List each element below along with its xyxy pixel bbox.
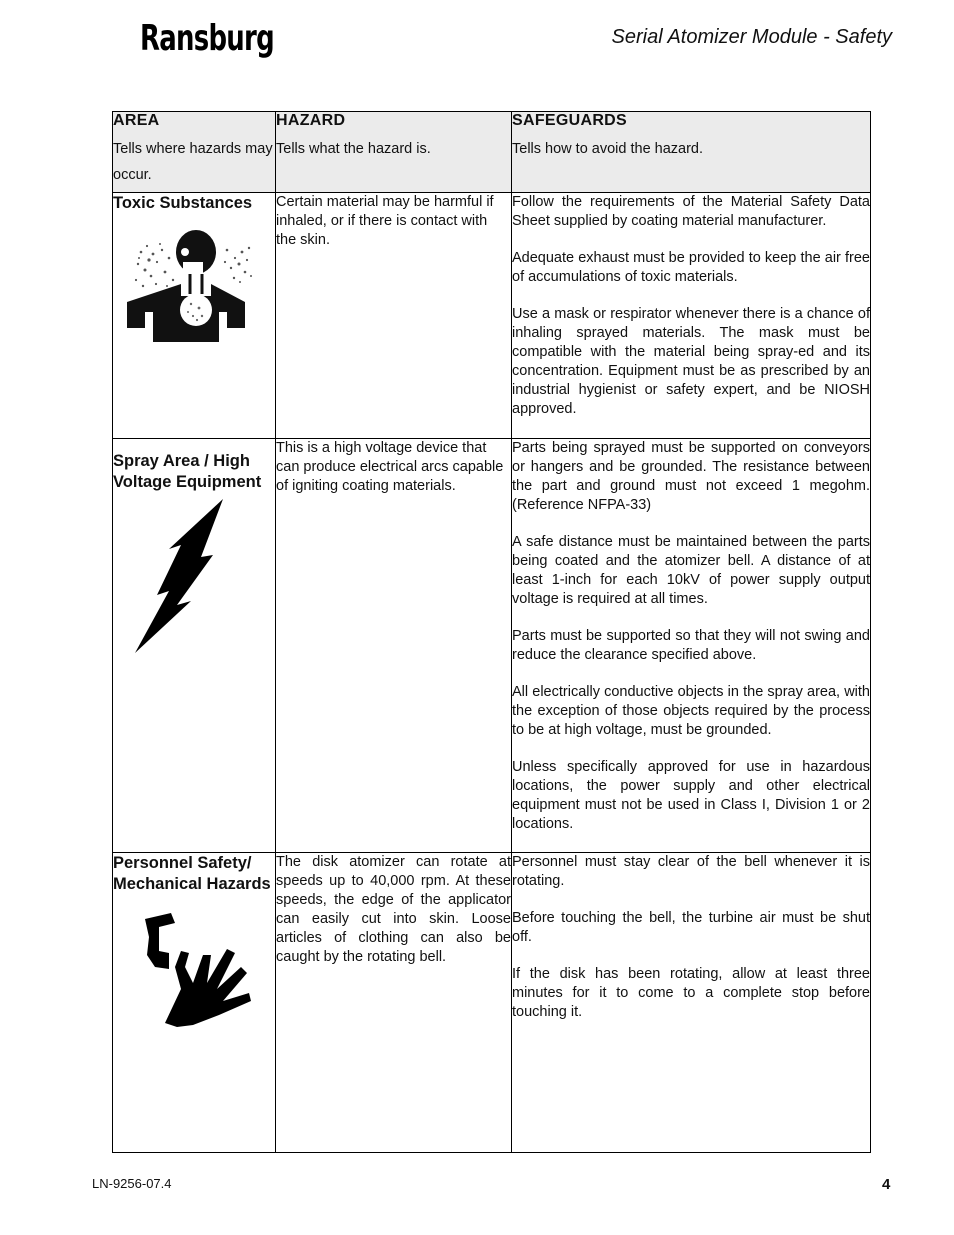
column-header-area xyxy=(113,112,276,193)
hazard-cell: This is a high voltage device that can produce electrical arcs capable of igniting coating materials. xyxy=(276,439,512,853)
brand-logo: Ransburg xyxy=(140,18,274,59)
document-number: LN-9256-07.4 xyxy=(92,1176,172,1191)
column-description: Tells where hazards may occur. xyxy=(113,141,273,183)
safeguards-cell xyxy=(512,439,871,853)
safeguard-paragraph: All electrically conductive objects in the spray area, with the exception of those objects required by the process to be at high voltage, must be grounded. xyxy=(512,684,870,738)
safeguard-paragraph: Parts must be supported so that they will not swing and reduce the clearance specified above. xyxy=(512,628,870,663)
safeguard-paragraph: Use a mask or respirator whenever there is a chance of inhaling sprayed materials. The mask must be compatible with the material being spray-ed and its concentration. Equipment must be as prescribed by an industrial hygienist or safety expert, and be NIOSH approved. xyxy=(512,306,870,417)
table-row xyxy=(113,439,871,853)
safeguards-cell xyxy=(512,193,871,439)
column-header-hazard xyxy=(276,112,512,193)
safeguard-paragraph: If the disk has been rotating, allow at least three minutes for it to come to a complete stop before touching it. xyxy=(512,966,870,1020)
area-cell xyxy=(113,193,276,439)
area-title: Spray Area / High Voltage Equipment xyxy=(113,452,262,491)
hazard-cell: Certain material may be harmful if inhaled, or if there is contact with the skin. xyxy=(276,193,512,439)
column-description: Tells what the hazard is. xyxy=(276,141,431,157)
hazard-cell: The disk atomizer can rotate at speeds up to 40,000 rpm. At these speeds, the edge of the applicator can easily cut into skin. Loose articles of clothing can also be caught by the rotating bell. xyxy=(276,853,512,1153)
document-title: Serial Atomizer Module - Safety xyxy=(611,26,892,48)
safeguard-paragraph: Before touching the bell, the turbine air must be shut off. xyxy=(512,910,870,945)
column-header-safeguards xyxy=(512,112,871,193)
column-description: Tells how to avoid the hazard. xyxy=(512,141,704,157)
safeguard-paragraph: Parts being sprayed must be supported on conveyors or hangers and be grounded. The resistance between the part and ground must not exceed 1 megohm. (Reference NFPA-33) xyxy=(512,440,870,513)
safeguard-paragraph: Unless specifically approved for use in hazardous locations, the power supply and other electrical equipment must not be used in Class I, Division 1 or 2 locations. xyxy=(512,759,870,832)
safeguard-paragraph: Personnel must stay clear of the bell whenever it is rotating. xyxy=(512,854,870,889)
page-number: 4 xyxy=(882,1176,891,1193)
column-title: SAFEGUARDS xyxy=(512,112,628,129)
column-title: HAZARD xyxy=(276,112,346,129)
table-row xyxy=(113,193,871,439)
hand-cut-hazard-icon xyxy=(135,911,265,1041)
area-cell xyxy=(113,853,276,1153)
column-title: AREA xyxy=(113,112,160,129)
safeguard-paragraph: Adequate exhaust must be provided to keep the air free of accumulations of toxic materials. xyxy=(512,250,870,285)
toxic-respirator-icon xyxy=(127,224,277,354)
safeguard-paragraph: Follow the requirements of the Material Safety Data Sheet supplied by coating material manufacturer. xyxy=(512,194,870,229)
area-title: Personnel Safety/ Mechanical Hazards xyxy=(113,854,271,893)
safety-table xyxy=(112,111,871,1153)
lightning-bolt-icon xyxy=(131,497,241,657)
safeguard-paragraph: A safe distance must be maintained between the parts being coated and the atomizer bell. A distance of at least 1-inch for each 10kV of power supply output voltage is required at all times. xyxy=(512,534,870,607)
safeguards-cell xyxy=(512,853,871,1153)
table-header-row xyxy=(113,112,871,193)
area-title: Toxic Substances xyxy=(113,194,253,212)
area-cell xyxy=(113,439,276,853)
table-row xyxy=(113,853,871,1153)
